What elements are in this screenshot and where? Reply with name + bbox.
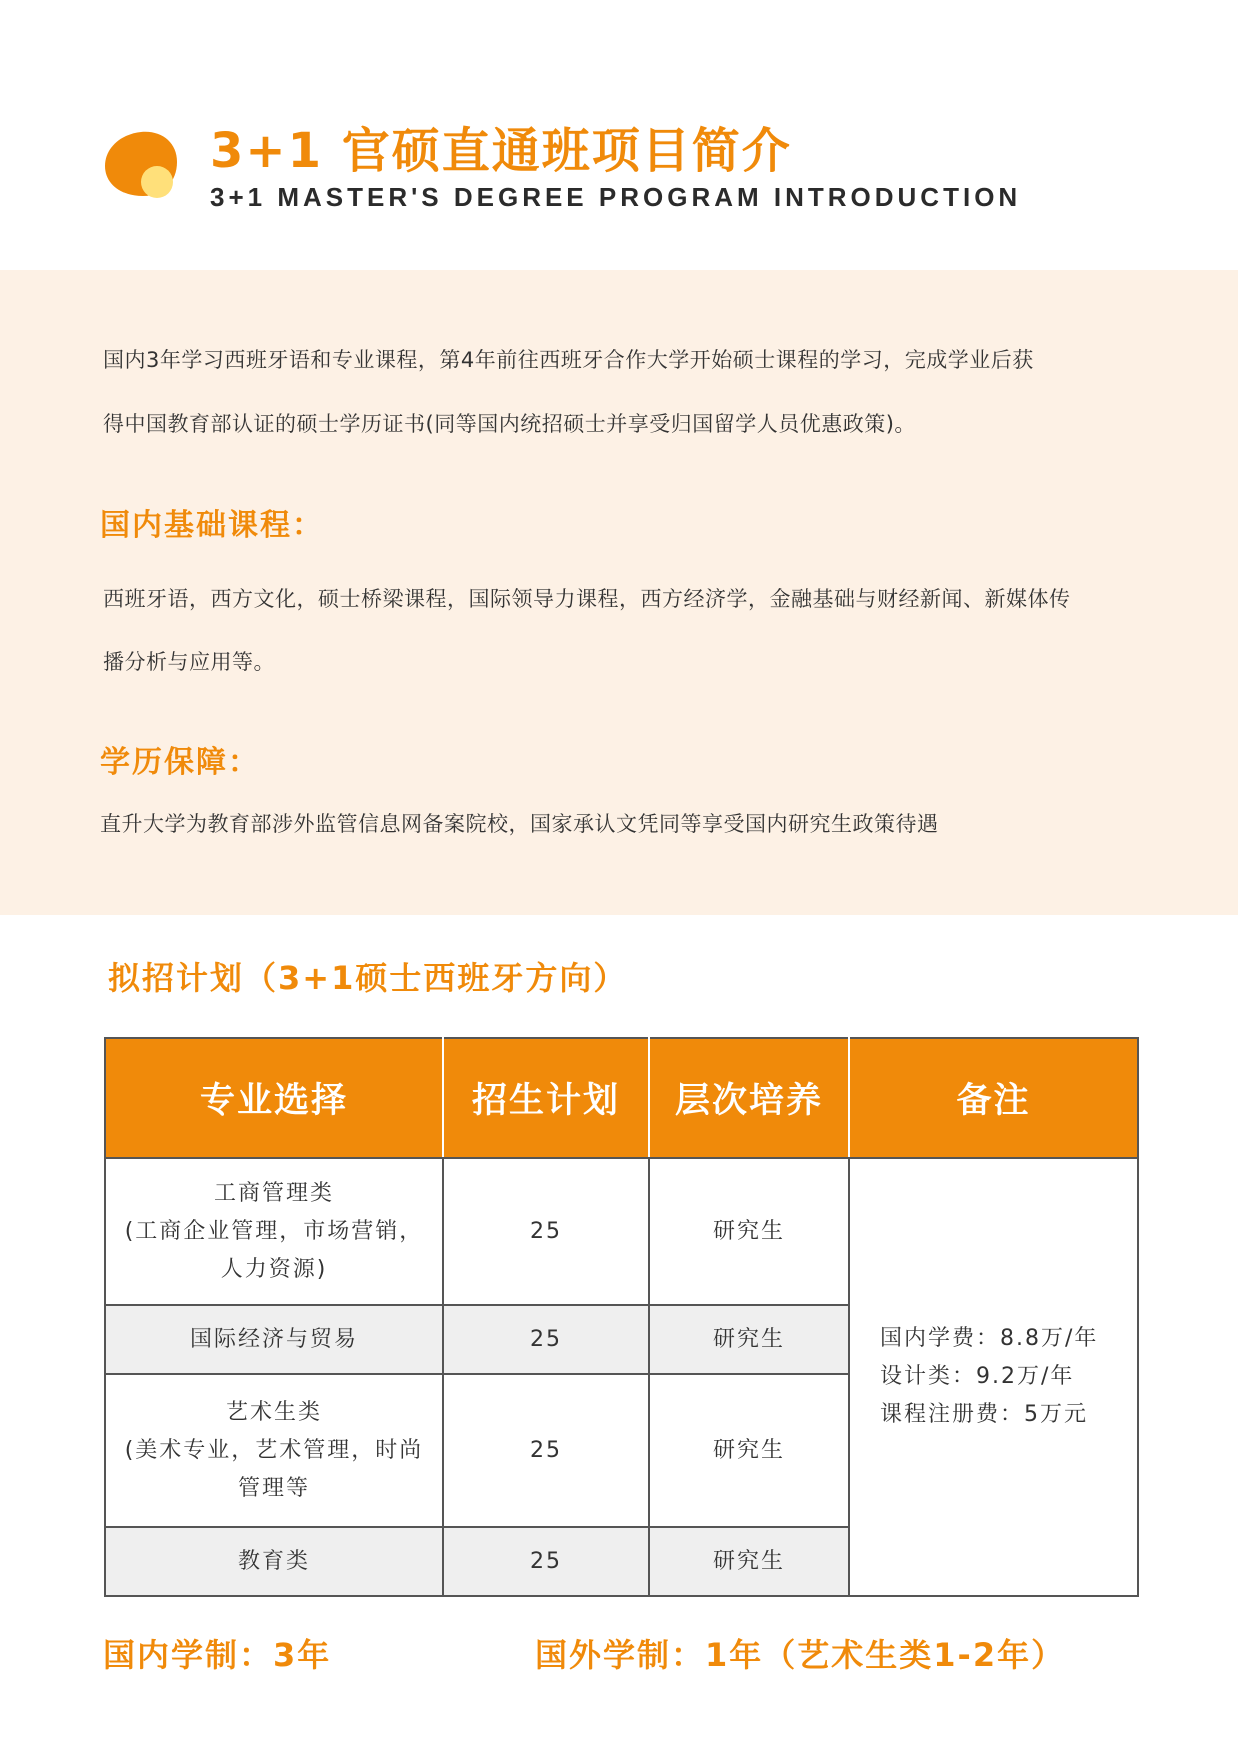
enrollment-plan-table: [104, 1037, 1139, 1597]
column-header-notes: 备注: [849, 1038, 1138, 1158]
page-title: 3+1 官硕直通班项目简介: [210, 123, 792, 179]
major-line: 教育类: [237, 1548, 310, 1574]
guarantee-heading: 学历保障：: [100, 745, 260, 780]
quota-cell: 25: [443, 1305, 649, 1374]
courses-heading: 国内基础课程：: [100, 508, 324, 543]
orange-blob-logo-icon: [103, 130, 183, 210]
courses-line-1: 西班牙语，西方文化，硕士桥梁课程，国际领导力课程，西方经济学，金融基础与财经新闻、新媒体传: [103, 587, 1071, 611]
column-header-quota: 招生计划: [443, 1038, 649, 1158]
page-subtitle-en: 3+1 MASTER'S DEGREE PROGRAM INTRODUCTION: [210, 182, 1022, 212]
major-line: (美术专业，艺术管理，时尚: [124, 1437, 424, 1463]
domestic-duration: 国内学制：3年: [103, 1636, 332, 1674]
level-cell: 研究生: [649, 1158, 849, 1305]
major-line: (工商企业管理，市场营销，: [124, 1218, 424, 1244]
guarantee-text: 直升大学为教育部涉外监管信息网备案院校，国家承认文凭同等享受国内研究生政策待遇: [100, 812, 939, 836]
intro-line-1: 国内3年学习西班牙语和专业课程，第4年前往西班牙合作大学开始硕士课程的学习，完成学业后获: [103, 348, 1034, 372]
table-header-row: [105, 1038, 1138, 1158]
level-cell: 研究生: [649, 1374, 849, 1527]
courses-line-2: 播分析与应用等。: [103, 650, 275, 674]
plan-heading: 拟招计划（3+1硕士西班牙方向）: [108, 959, 628, 997]
intro-line-2: 得中国教育部认证的硕士学历证书(同等国内统招硕士并享受归国留学人员优惠政策)。: [103, 412, 916, 436]
notes-cell: [849, 1158, 1138, 1596]
table-row: [105, 1158, 1138, 1305]
level-cell: 研究生: [649, 1527, 849, 1596]
major-cell: [105, 1305, 443, 1374]
major-line: 管理等: [237, 1475, 310, 1501]
major-cell: [105, 1158, 443, 1305]
major-cell: [105, 1527, 443, 1596]
column-header-major: 专业选择: [105, 1038, 443, 1158]
note-line-registration: 课程注册费：5万元: [880, 1402, 1088, 1427]
major-cell: [105, 1374, 443, 1527]
major-line: 人力资源): [220, 1256, 328, 1282]
quota-cell: 25: [443, 1527, 649, 1596]
major-line: 国际经济与贸易: [189, 1326, 358, 1352]
column-header-level: 层次培养: [649, 1038, 849, 1158]
major-line: 工商管理类: [213, 1180, 334, 1206]
quota-cell: 25: [443, 1158, 649, 1305]
major-line: 艺术生类: [225, 1399, 322, 1425]
quota-cell: 25: [443, 1374, 649, 1527]
note-line-design: 设计类：9.2万/年: [880, 1364, 1075, 1389]
note-line-tuition: 国内学费：8.8万/年: [880, 1326, 1099, 1351]
level-cell: 研究生: [649, 1305, 849, 1374]
overseas-duration: 国外学制：1年（艺术生类1-2年）: [535, 1636, 1066, 1674]
